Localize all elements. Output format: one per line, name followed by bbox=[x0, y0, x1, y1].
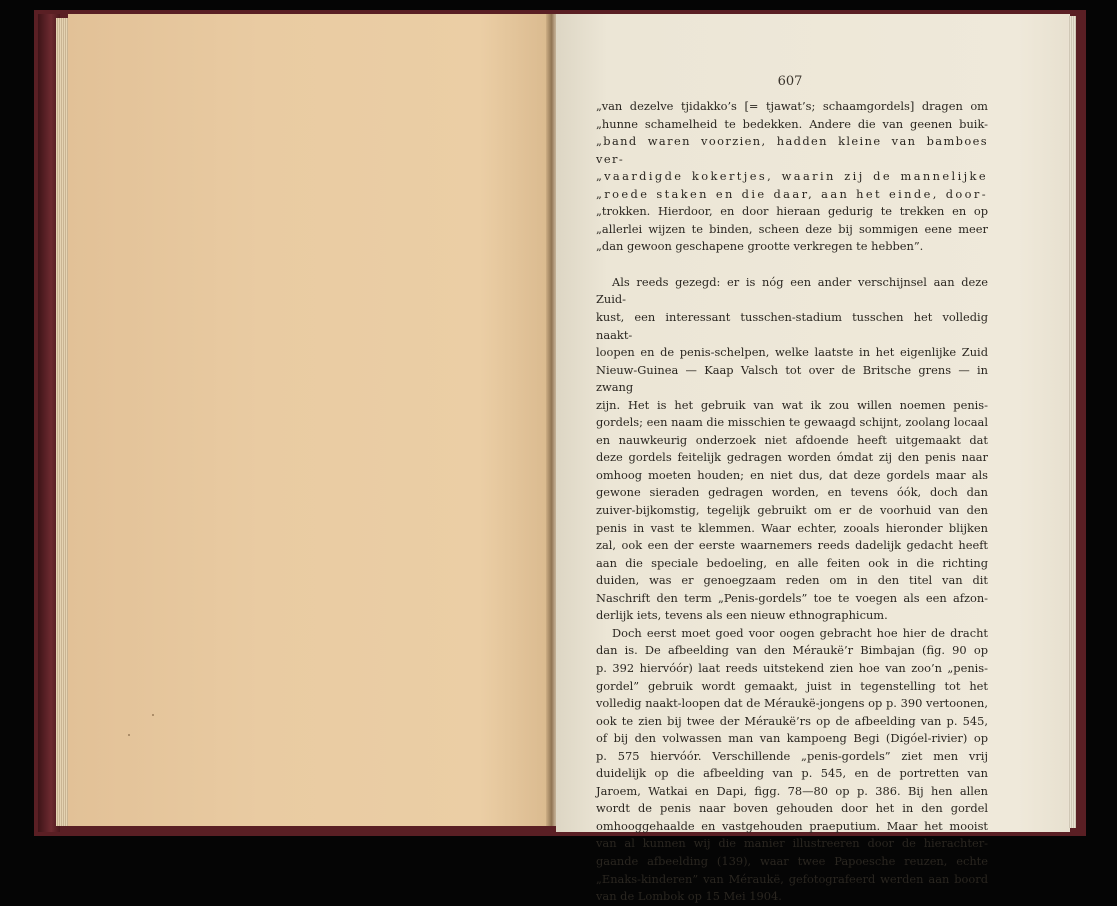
text-line: volledig naakt-loopen dat de Méraukë-jongens op p. 390 vertoonen, bbox=[596, 696, 988, 711]
text-line: Nieuw-Guinea — Kaap Valsch tot over de Britsche grens — in zwang bbox=[596, 362, 988, 395]
text-line: zal, ook een der eerste waarnemers reeds dadelijk gedacht heeft bbox=[596, 538, 988, 553]
text-line: gordel” gebruik wordt gemaakt, juist in tegenstelling tot het bbox=[596, 678, 988, 693]
text-line: duidelijk op die afbeelding van p. 545, en de portretten van bbox=[596, 766, 988, 781]
text-line: zuiver-bijkomstig, tegelijk gebruikt om er de voorhuid van den bbox=[596, 503, 988, 518]
page-edges-right bbox=[1068, 16, 1076, 828]
text-line: kust, een interessant tusschen-stadium tusschen het volledig naakt- bbox=[596, 310, 988, 342]
page-text bbox=[596, 98, 988, 906]
text-line: „hunne schamelheid te bedekken. Andere die van geenen buik- bbox=[596, 116, 988, 131]
text-line: Jaroem, Watkai en Dapi, figg. 78—80 op p. 386. Bij hen allen bbox=[596, 783, 988, 798]
paper-speck bbox=[152, 714, 154, 716]
text-line: gewone sieraden gedragen worden, en tevens óók, doch dan bbox=[596, 485, 988, 500]
text-line: „band waren voorzien, hadden kleine van bamboes ver- bbox=[596, 134, 988, 166]
text-line: „vaardigde kokertjes, waarin zij de mannelijke bbox=[596, 169, 988, 184]
blank-left-page bbox=[68, 14, 552, 826]
text-line: dan is. De afbeelding van den Méraukë’r Bimbajan (fig. 90 op bbox=[596, 643, 988, 658]
text-line: Naschrift den term „Penis-gordels” toe te voegen als een afzon- bbox=[596, 590, 988, 605]
text-line: „trokken. Hierdoor, en door hieraan gedurig te trekken en op bbox=[596, 204, 988, 219]
text-line: aan die speciale bedoeling, en alle feiten ook in die richting bbox=[596, 555, 988, 570]
text-line: of bij den volwassen man van kampoeng Begi (Digóel-rivier) op bbox=[596, 731, 988, 746]
text-line: van al kunnen wij die manier illustreeren door de hierachter- bbox=[596, 836, 988, 851]
paragraph-gap bbox=[596, 256, 988, 274]
text-line: duiden, was er genoegzaam reden om in den titel van dit bbox=[596, 573, 988, 588]
text-line: „allerlei wijzen te binden, scheen deze bij sommigen eene meer bbox=[596, 221, 988, 236]
text-line: van de Lombok op 15 Mei 1904. bbox=[596, 889, 782, 904]
text-line: „roede staken en die daar, aan het einde, door- bbox=[596, 186, 988, 201]
text-line: deze gordels feitelijk gedragen worden ómdat zij den penis naar bbox=[596, 450, 988, 465]
text-line: gaande afbeelding (139), waar twee Papoesche reuzen, echte bbox=[596, 853, 988, 868]
text-line: gordels; een naam die misschien te gewaagd schijnt, zoolang locaal bbox=[596, 415, 988, 430]
text-line: loopen en de penis-schelpen, welke laatste in het eigenlijke Zuid bbox=[596, 345, 988, 360]
text-line: p. 575 hiervóór. Verschillende „penis-gordels” ziet men vrij bbox=[596, 748, 988, 763]
text-line: p. 392 hiervóór) laat reeds uitstekend zien hoe van zoo’n „penis- bbox=[596, 660, 988, 675]
text-line: derlijk iets, tevens als een nieuw ethnographicum. bbox=[596, 608, 888, 623]
text-line: ook te zien bij twee der Méraukë’rs op de afbeelding van p. 545, bbox=[596, 713, 988, 728]
text-line: en nauwkeurig onderzoek niet afdoende heeft uitgemaakt dat bbox=[596, 432, 988, 447]
text-line: „dan gewoon geschapene grootte verkregen te hebben”. bbox=[596, 239, 924, 254]
text-line: Doch eerst moet goed voor oogen gebracht hoe hier de dracht bbox=[612, 625, 988, 640]
text-line: omhooggehaalde en vastgehouden praeputium. Maar het mooist bbox=[596, 818, 988, 833]
text-line: wordt de penis naar boven gehouden door het in den gordel bbox=[596, 801, 988, 816]
text-line: Als reeds gezegd: er is nóg een ander verschijnsel aan deze Zuid- bbox=[596, 274, 988, 307]
text-line: omhoog moeten houden; en niet dus, dat deze gordels maar als bbox=[596, 467, 988, 482]
text-line: zijn. Het is het gebruik van wat ik zou willen noemen penis- bbox=[596, 397, 988, 412]
text-line: „van dezelve tjidakko’s [= tjawat’s; schaamgordels] dragen om bbox=[596, 99, 988, 113]
page-number: 607 bbox=[777, 74, 803, 89]
text-line: „Enaks-kinderen” van Méraukë, gefotografeerd werden aan boord bbox=[596, 871, 988, 886]
text-line: penis in vast te klemmen. Waar echter, zooals hieronder blijken bbox=[596, 520, 988, 535]
paper-speck bbox=[128, 734, 130, 736]
